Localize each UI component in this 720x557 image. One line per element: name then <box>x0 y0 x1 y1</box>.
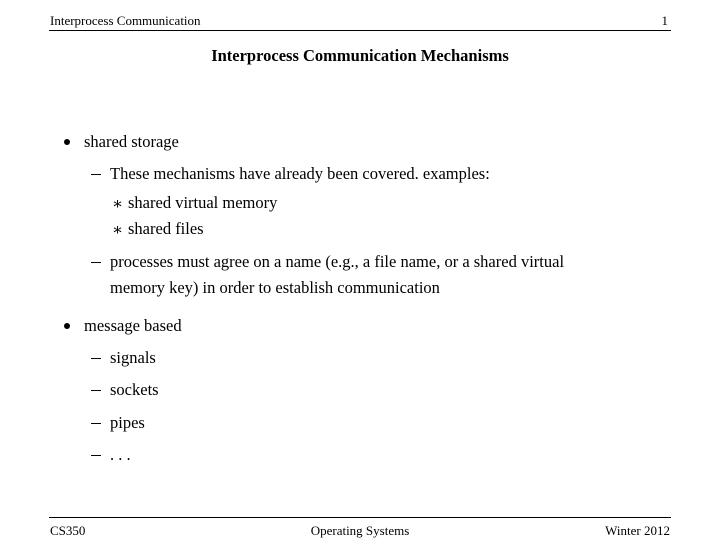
subitem-processes-agree-line1: processes must agree on a name (e.g., a file name, or a shared virtual <box>110 252 565 271</box>
subitem-mechanisms-covered: These mechanisms have already been covered. examples: <box>110 164 490 183</box>
footer-course: CS350 <box>50 523 86 538</box>
slide-title: Interprocess Communication Mechanisms <box>211 46 509 65</box>
subitem-signals: signals <box>110 348 156 367</box>
header-title: Interprocess Communication <box>50 13 201 28</box>
dash-icon <box>91 174 101 175</box>
subsubitem-shared-virtual-memory: shared virtual memory <box>128 193 278 212</box>
subitem-ellipsis: . . . <box>110 445 131 464</box>
dash-icon <box>91 455 101 456</box>
page-number: 1 <box>661 13 668 28</box>
dash-icon <box>91 390 101 391</box>
footer-rule <box>49 517 671 518</box>
dash-icon <box>91 358 101 359</box>
subsubitem-shared-files: shared files <box>128 219 204 238</box>
subitem-pipes: pipes <box>110 413 145 432</box>
bullet-item-shared-storage: shared storage <box>84 132 179 151</box>
subitem-sockets: sockets <box>110 380 159 399</box>
asterisk-icon: ∗ <box>112 220 124 239</box>
header-rule <box>49 30 671 31</box>
dash-icon <box>91 262 101 263</box>
dash-icon <box>91 423 101 424</box>
footer-term: Winter 2012 <box>605 523 670 538</box>
bullet-item-message-based: message based <box>84 316 182 335</box>
bullet-icon <box>64 323 70 329</box>
bullet-icon <box>64 139 70 145</box>
footer-subject: Operating Systems <box>310 523 410 538</box>
subitem-processes-agree-line2: memory key) in order to establish communication <box>110 278 440 297</box>
asterisk-icon: ∗ <box>112 194 124 213</box>
